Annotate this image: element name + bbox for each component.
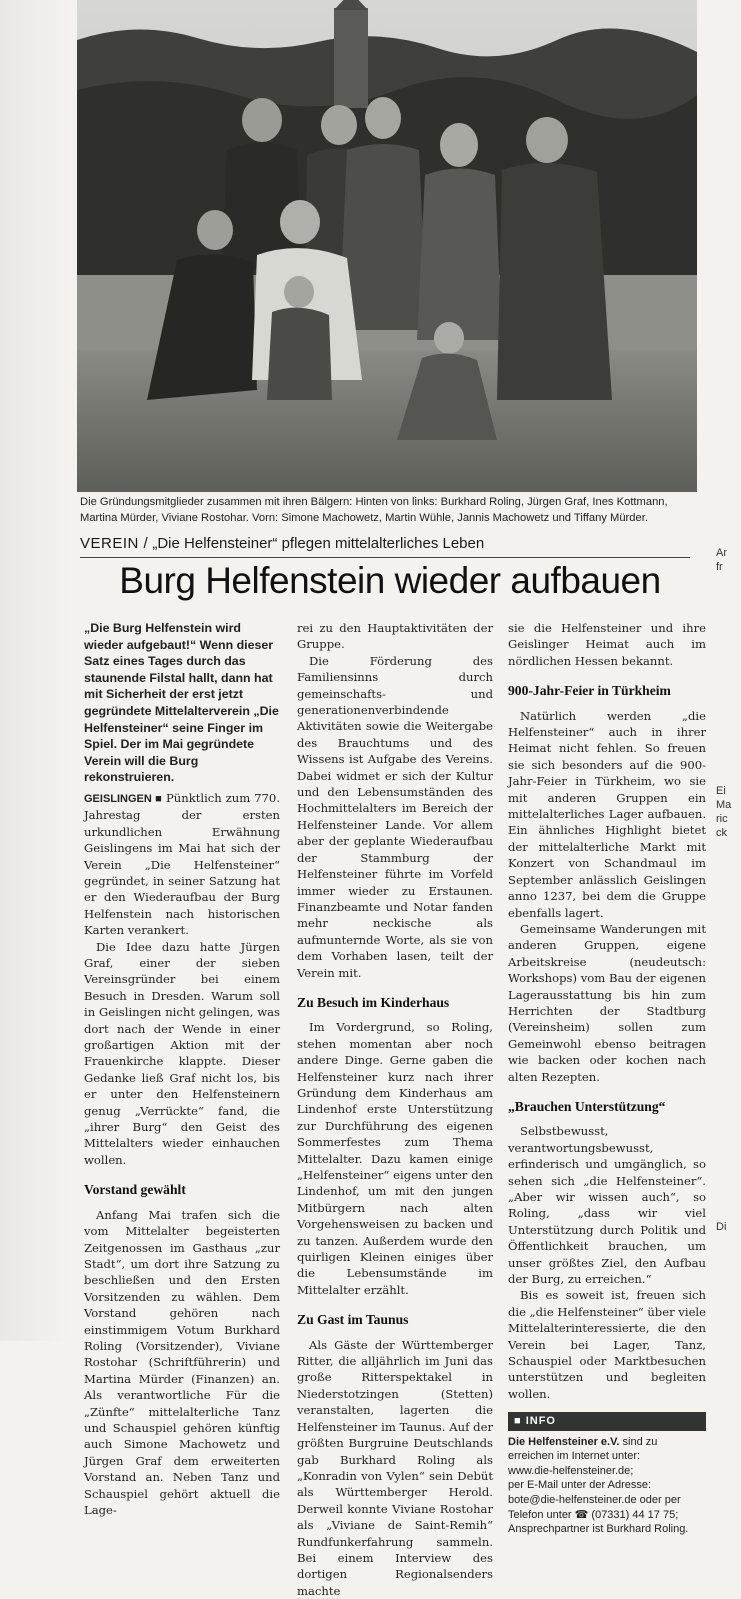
column-1 — [84, 620, 280, 1518]
paragraph: Natürlich werden „die Helfensteiner“ auch in ihrer Heimat nicht fehlen. So freuen sie sich besonders auf die 900-Jahr-Feier in Türkheim, wo sie mit anderen Gruppen ein mittelalterliches Lager aufbauen. Ein ähnliches Highlight bietet der mittelalterliche Markt mit Konzert von Schandmaul im September anlässlich Geislingen anno 1237, bei dem die Gruppe ebenfalls lagert. — [508, 708, 706, 920]
left-adjacent-bleed — [40, 590, 80, 650]
mid-adjacent-bleed — [296, 572, 716, 608]
paragraph: Anfang Mai trafen sich die vom Mittelalter begeisterten Zeitgenossen im Gasthaus „zur Stadt“, um dort ihre Satzung zu beschließen und den Ersten Vorsitzenden zu wählen. Dem Vorstand gehören nach einstimmigem Votum Burkhard Roling (Vorsitzender), Viviane Rostohar (Schriftführerin) und Martina Mürder (Finanzen) an. Als verantwortliche Für die „Zünfte“ mittelalterliche Tanz und Schauspiel gehören künftig auch Simone Machowetz und Jürgen Graf dem erweiterten Vorstand an. Neben Tanz und Schauspiel gehört aktuell die Lage- — [84, 1207, 280, 1517]
column-3 — [508, 620, 706, 1537]
subheading: „Brauchen Unterstützung“ — [508, 1098, 666, 1114]
right-adjacent-bleed: Ar fr Ei Ma ric ck Di — [716, 547, 732, 1233]
paragraph: sie die Helfensteiner und ihre Geislinger Heimat auch im nördlichen Hessen bekannt. — [508, 621, 706, 668]
info-box-text: Die Helfensteiner e.V. sind zu erreichen im Internet unter: www.die-helfensteiner.de; per E-Mail unter der Adresse: bote@die-helfensteiner.de oder per Telefon unter ☎ (07331) 44 17 75; Ansprechpartner ist Burkhard Roling. — [508, 1435, 689, 1536]
group-photo-illustration — [77, 0, 697, 492]
kicker-rule — [80, 557, 690, 558]
column-2 — [297, 620, 493, 1599]
paragraph: GEISLINGEN ■ Pünktlich zum 770. Jahrestag der ersten urkundlichen Erwähnung Geislingens im Mai hat sich der Verein „Die Helfensteiner“ gegründet, in seiner Satzung hat er den Wiederaufbau der Burg Helfenstein nach historischen Karten verankert. — [84, 790, 280, 938]
group-photo — [77, 0, 697, 492]
subheading: Zu Besuch im Kinderhaus — [297, 994, 450, 1010]
subheading: Zu Gast im Taunus — [297, 1312, 409, 1328]
paragraph: Selbstbewusst, verantwortungsbewusst, erfinderisch und umgänglich, so sehen sich „die Helfensteiner“. „Aber wir wissen auch“, so Roling, „dass wir viel Unterstützung durch Politik und Öffentlichkeit brauchen, um unser größtes Ziel, den Aufbau der Burg, zu erreichen.“ — [508, 1124, 706, 1287]
article-lead: „Die Burg Helfenstein wird wieder aufgebaut!“ Wenn dieser Satz eines Tages durch das staunende Filstal hallt, dann hat mit Sicherheit der erst jetzt gegründete Mittelalterverein „Die Helfensteiner“ seine Finger im Spiel. Der im Mai gegründete Verein will die Burg rekonstruieren. — [84, 621, 279, 785]
dateline: GEISLINGEN ■ — [84, 792, 163, 805]
paragraph: Die Idee dazu hatte Jürgen Graf, einer der sieben Vereinsgründer bei einem Besuch in Dresden. Warum soll in Geislingen nicht gelingen, was dort nach der Wende in einer großartigen Aktion mit der Frauenkirche klappte. Dieser Gedanke ließ Graf nicht los, bis er unter den Helfensteinern genug „Verrückte“ fand, die „ihrer Burg“ den Geist des Mittelalters wieder einhauchen wollen. — [84, 939, 280, 1167]
paragraph: Im Vordergrund, so Roling, stehen momentan aber noch andere Dinge. Gerne gaben die Helfensteiner kurz nach ihrer Gründung dem Kinderhaus am Lindenhof erste Unterstützung zur Durchführung des eigenen Sommerfestes zum Thema Mittelalter. Dazu kamen einige „Helfensteiner“ eigens unter den Lindenhof, um mit den jungen Mitbürgern nach alten Vorgehensweisen zu backen und zu tanzen. Außerdem wurde den quirligen Kleinen einiges über die Lebensumstände im Mittelalter erzählt. — [297, 1020, 493, 1297]
info-url: www.die-helfensteiner.de; — [508, 1464, 634, 1477]
info-org: Die Helfensteiner e.V. — [508, 1435, 620, 1448]
subheading: Vorstand gewählt — [84, 1182, 186, 1198]
paragraph: Bis es soweit ist, freuen sich die „die Helfensteiner“ über viele Mittelalterinteressierte, die den Verein bei Lager, Tanz, Schauspiel oder Marktbesuchen unterstützen und begleiten wollen. — [508, 1288, 706, 1401]
subheading: 900-Jahr-Feier in Türkheim — [508, 683, 671, 699]
photo-caption: Die Gründungsmitglieder zusammen mit ihren Bälgern: Hinten von links: Burkhard Roling, Jürgen Graf, Ines Kottmann, Martina Mürder, Viviane Rostohar. Vorn: Simone Machowetz, Martin Wühle, Jannis Machowetz und Tiffany Mürder. — [80, 496, 668, 524]
paragraph: Als Gäste der Württemberger Ritter, die alljährlich im Juni das große Ritterspektakel in Niederstotzingen (Stetten) veranstalten, lagerten die Helfensteiner im Taunus. Auf der größten Burgruine Deutschlands gab Burkhard Roling als „Konradin von Vylen“ sein Debüt als Württemberger Herold. Derweil konnte Viviane Rostohar als „Viviane de Saint-Remih“ Rundfunkerfahrung sammeln. Bei einem Interview des dortigen Regionalsenders machte — [297, 1337, 493, 1598]
article-headline: Burg Helfenstein wieder aufbauen — [119, 560, 661, 601]
paragraph: Gemeinsame Wanderungen mit anderen Gruppen, eigene Arbeitskreise (neudeutsch: Workshops) vom Bau der eigenen Lagerausstattung bis hin zum Herrichten der Stadtburg (Vereinsheim) sollen zum Gemeinwohl ebenso beitragen wie backen oder kochen nach alten Rezepten. — [508, 921, 706, 1084]
kicker-text: „Die Helfensteiner“ pflegen mittelalterliches Leben — [152, 535, 485, 552]
paragraph: Die Förderung des Familiensinns durch gemeinschafts- und generationenverbindende Aktivitäten sowie die Weitergabe des Brauchtums und des Wissens ist Aufgabe des Vereins. Dabei widmet er sich der Kultur und den Lebensumständen des Hochmittelalters im Bereich der Helfensteiner Lande. Vor allem aber der geplante Wiederaufbau der Stammburg der Helfensteiner führte im Vorfeld immer wieder zu Erstaunen. Finanzbeamte und Notar fanden mehr neckische als aufmunternde Worte, als sie von dem Vorhaben lasen, teilt der Verein mit. — [297, 653, 493, 980]
article-kicker — [80, 535, 700, 552]
info-email: bote@die-helfensteiner.de — [508, 1494, 637, 1507]
info-box-header: ■ INFO — [508, 1412, 706, 1430]
section-label: VEREIN / — [80, 535, 149, 552]
scan-margin — [0, 0, 70, 1341]
paragraph: rei zu den Hauptaktivitäten der Gruppe. — [297, 621, 493, 652]
